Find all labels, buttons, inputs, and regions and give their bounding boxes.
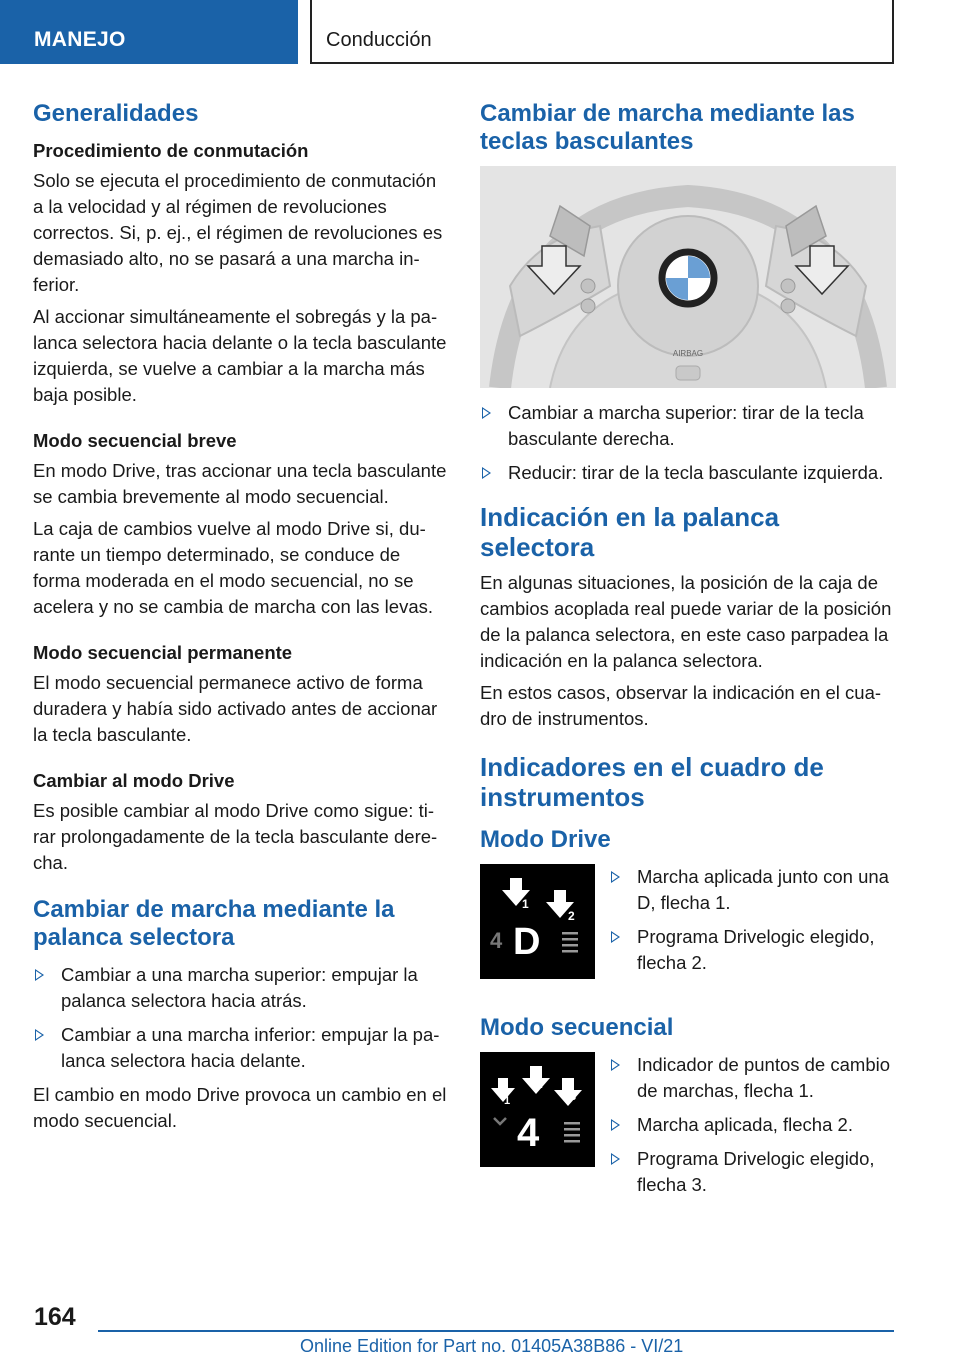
list-item: Marcha aplicada, flecha 2.	[609, 1112, 896, 1138]
triangle-bullet-icon	[35, 1029, 44, 1041]
svg-text:1: 1	[522, 897, 529, 911]
indicacion-title: Indicación en la palanca selectora	[480, 502, 780, 562]
steering-wheel-image	[480, 166, 896, 388]
triangle-bullet-icon	[611, 1153, 620, 1165]
list-item: Marcha aplicada junto con una D, flecha 1.	[609, 864, 896, 916]
modo-secuencial-row	[480, 1052, 896, 1212]
page-number: 164	[34, 1303, 76, 1331]
svg-text:3: 3	[570, 1091, 577, 1103]
permanente-heading: Modo secuencial permanente	[33, 642, 293, 663]
triangle-bullet-icon	[35, 969, 44, 981]
secuencial-list	[609, 1052, 896, 1206]
sequential-display-icon	[480, 1052, 595, 1167]
svg-text:AIRBAG: AIRBAG	[672, 349, 704, 358]
teclas-title: Cambiar de marcha mediante las teclas basculantes	[480, 100, 855, 155]
teclas-list	[480, 400, 896, 486]
palanca-list	[33, 962, 449, 1074]
svg-text:4: 4	[490, 928, 503, 953]
paragraph: El modo secuencial permanece activo de forma duradera y había sido activado antes de accionar la tecla basculante.	[33, 672, 438, 745]
drive-heading: Cambiar al modo Drive	[33, 770, 235, 791]
modo-drive-row	[480, 864, 896, 990]
modo-secuencial-title: Modo secuencial	[480, 1014, 674, 1041]
svg-text:1: 1	[504, 1095, 511, 1107]
drive-indicator-image	[480, 864, 595, 979]
paragraph: Solo se ejecuta el procedimiento de conmutación a la velocidad y al régimen de revoluciones correctos. Si, p. ej., el régimen de revoluciones es demasiado alto, no se pasará a una marcha inferior.	[33, 170, 443, 295]
drive-display-icon	[480, 864, 595, 979]
indicadores-title: Indicadores en el cuadro de instrumentos	[480, 752, 824, 812]
procedimiento-heading: Procedimiento de conmutación	[33, 140, 309, 161]
svg-text:2: 2	[568, 909, 575, 923]
svg-text:4: 4	[517, 1111, 540, 1155]
list-item: Cambiar a una marcha inferior: empujar la palanca selectora hacia delante.	[33, 1022, 449, 1074]
triangle-bullet-icon	[611, 1059, 620, 1071]
paragraph: En modo Drive, tras accionar una tecla basculante se cambia brevemente al modo secuencial.	[33, 460, 447, 507]
steering-wheel-icon	[480, 166, 896, 388]
list-item: Cambiar a marcha superior: tirar de la tecla basculante derecha.	[480, 400, 896, 452]
paragraph: El cambio en modo Drive provoca un cambio en el modo secuencial.	[33, 1084, 447, 1131]
triangle-bullet-icon	[611, 871, 620, 883]
list-item: Programa Drivelogic elegido, flecha 2.	[609, 924, 896, 976]
list-item: Reducir: tirar de la tecla basculante izquierda.	[480, 460, 896, 486]
footer-rule	[98, 1330, 894, 1332]
right-column	[480, 100, 896, 1218]
paragraph: Es posible cambiar al modo Drive como sigue: tirar prolongadamente de la tecla basculante derecha.	[33, 800, 438, 873]
modo-drive-title: Modo Drive	[480, 826, 611, 853]
left-column	[33, 100, 449, 1140]
drive-list	[609, 864, 896, 984]
chapter-label: Conducción	[326, 29, 432, 51]
chapter-header	[310, 0, 894, 64]
paragraph: Al accionar simultáneamente el sobregás y la palanca selectora hacia delante o la tecla basculante izquierda, se vuelve a cambiar a la marcha más baja posible.	[33, 306, 447, 405]
sequential-indicator-image	[480, 1052, 595, 1167]
triangle-bullet-icon	[482, 467, 491, 479]
list-item: Programa Drivelogic elegido, flecha 3.	[609, 1146, 896, 1198]
footer-edition: Online Edition for Part no. 01405A38B86 - VI/21	[300, 1336, 684, 1356]
paragraph: En estos casos, observar la indicación en el cuadro de instrumentos.	[480, 682, 882, 729]
list-item: Indicador de puntos de cambio de marchas, flecha 1.	[609, 1052, 896, 1104]
breve-heading: Modo secuencial breve	[33, 430, 237, 451]
section-label: MANEJO	[34, 28, 126, 51]
svg-text:D: D	[513, 921, 541, 963]
paragraph: En algunas situaciones, la posición de la caja de cambios acoplada real puede variar de la posición de la palanca selectora, en este caso parpadea la indicación en la palanca selectora.	[480, 572, 892, 671]
paragraph: La caja de cambios vuelve al modo Drive si, durante un tiempo determinado, se conduce de forma moderada en el modo secuencial, no se acelera y no se cambia de marcha con las levas.	[33, 518, 434, 617]
triangle-bullet-icon	[611, 1119, 620, 1131]
generalidades-title: Generalidades	[33, 100, 199, 127]
list-item: Cambiar a una marcha superior: empujar la palanca selectora hacia atrás.	[33, 962, 449, 1014]
header-divider	[310, 0, 312, 64]
palanca-title: Cambiar de marcha mediante la palanca selectora	[33, 896, 395, 951]
triangle-bullet-icon	[482, 407, 491, 419]
section-tab	[0, 0, 298, 64]
svg-text:2: 2	[536, 1077, 543, 1091]
triangle-bullet-icon	[611, 931, 620, 943]
